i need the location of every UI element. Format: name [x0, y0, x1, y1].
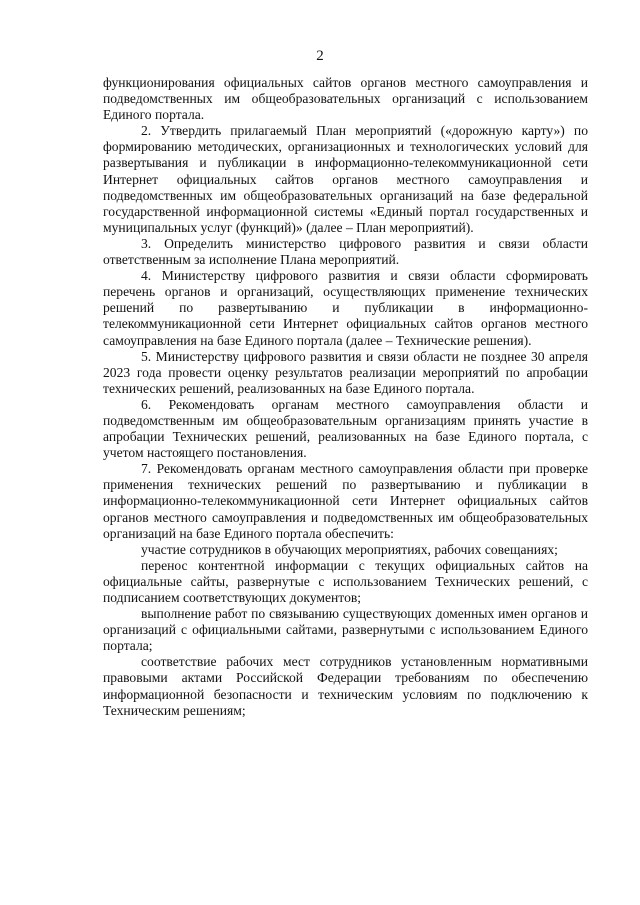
- page-number: 2: [316, 48, 324, 64]
- subitem-training: участие сотрудников в обучающих мероприятиях, рабочих совещаниях;: [141, 541, 558, 557]
- subitem-content-transfer: перенос контентной информации с текущих официальных сайтов на официальные сайты, развернутые с использованием Технических решений, с подписанием соответствующих документов;: [103, 557, 588, 605]
- paragraph-item-4: 4. Министерству цифрового развития и связи области сформировать перечень органов и организаций, осуществляющих применение технических решений по развертыванию и публикации в информационно-телекоммуникационной сети Интернет официальных сайтов органов местного самоуправления на базе Единого портала (далее – Технические решения).: [103, 268, 588, 348]
- paragraph-item-6: 6. Рекомендовать органам местного самоуправления области и подведомственным им общеобразовательным организациям принять участие в апробации Технических решений, реализованных на базе Единого портала, с учетом настоящего постановления.: [103, 396, 588, 461]
- document-body: [103, 75, 588, 719]
- subitem-domain-linking: выполнение работ по связыванию существующих доменных имен органов и организаций с официальными сайтами, развернутыми с использованием Единого портала;: [103, 606, 588, 654]
- subitem-workplace-compliance: соответствие рабочих мест сотрудников установленным нормативными правовыми актами Российской Федерации требованиям по обеспечению информационной безопасности и техническим условиям по подключению к Техническим решениям;: [103, 654, 588, 718]
- paragraph-item-5: 5. Министерству цифрового развития и связи области не позднее 30 апреля 2023 года провести оценку результатов реализации мероприятий по апробации технических решений, реализованных на базе Единого портала.: [103, 348, 588, 396]
- paragraph-item-2: 2. Утвердить прилагаемый План мероприятий («дорожную карту») по формированию методических, организационных и технологических условий для развертывания и публикации в информационно-телекоммуникационной сети Интернет официальных сайтов органов местного самоуправления и подведомственных им общеобразовательных организаций на базе федеральной государственной информационной системы «Единый портал государственных и муниципальных услуг (функций)» (далее – План мероприятий).: [103, 123, 588, 235]
- paragraph-item-3: 3. Определить министерство цифрового развития и связи области ответственным за исполнение Плана мероприятий.: [103, 235, 588, 268]
- paragraph-item-7: 7. Рекомендовать органам местного самоуправления области при проверке применения технических решений по развертыванию и публикации в информационно-телекоммуникационной сети Интернет официальных сайтов органов местного самоуправления и подведомственных им общеобразовательных организаций на базе Единого портала обеспечить:: [103, 461, 588, 541]
- paragraph-continuation: функционирования официальных сайтов органов местного самоуправления и подведомственных им общеобразовательных организаций с использованием Единого портала.: [103, 75, 588, 123]
